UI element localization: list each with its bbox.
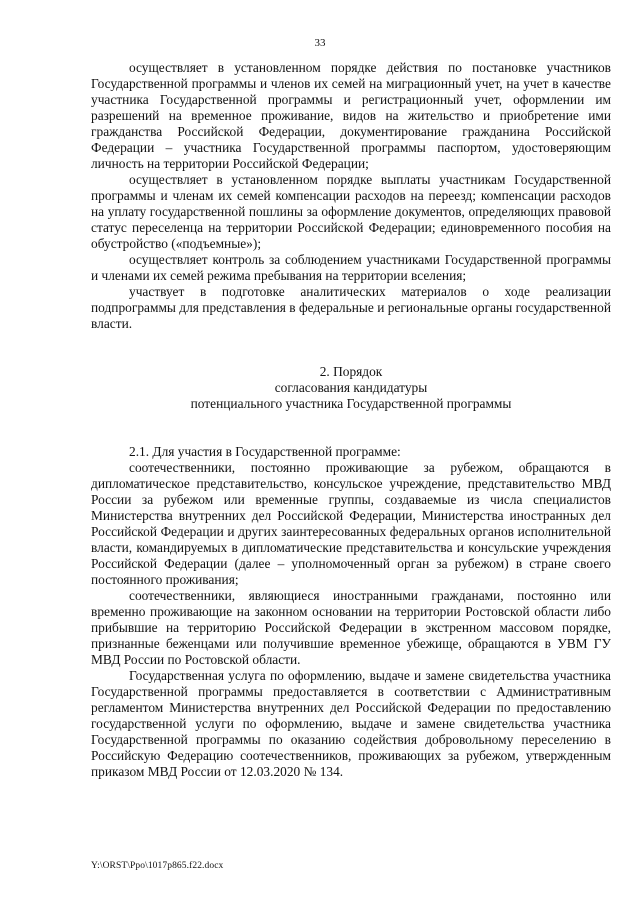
- paragraph: осуществляет в установленном порядке выплаты участникам Государственной программы и членам их семей компенсации расходов на переезд; компенсации расходов на уплату государственной пошлины за оформление документов, определяющих правовой статус переселенца на территории Российской Федерации; единовременного пособия на обустройство («подъемные»);: [91, 172, 611, 251]
- paragraph: осуществляет в установленном порядке действия по постановке участников Государственной программы и членов их семей на миграционный учет, на учет в качестве участника Государственной программы и регистрационный учет, оформлении им разрешений на временное проживание, видов на жительство и приобретение ими гражданства Российской Федерации, документирование гражданина Российской Федерации – участника Государственной программы паспортом, удостоверяющим личность на территории Российской Федерации;: [91, 60, 611, 171]
- paragraph: 2.1. Для участия в Государственной программе:: [129, 444, 401, 459]
- section-heading-line: согласования кандидатуры: [274, 380, 428, 395]
- page-number: 33: [314, 37, 326, 49]
- paragraph: Государственная услуга по оформлению, выдаче и замене свидетельства участника Государственной программы предоставляется в соответствии с Административным регламентом Министерства внутренних дел Российской Федерации по предоставлению государственной услуги по оформлению, выдаче и замене свидетельства участника Государственной программы по оказанию содействия добровольному переселению в Российскую Федерацию соотечественников, проживающих за рубежом, утвержденным приказом МВД России от 12.03.2020 № 134.: [91, 668, 611, 779]
- document-body: [91, 60, 611, 780]
- paragraph: соотечественники, постоянно проживающие за рубежом, обращаются в дипломатическое представительство, консульское учреждение, представительство МВД России за рубежом или временные группы, создаваемые из числа специалистов Министерства внутренних дел Российской Федерации, Министерства иностранных дел Российской Федерации и других заинтересованных федеральных органов исполнительной власти, командируемых в дипломатические представительства и консульские учреждения Российской Федерации (далее – уполномоченный орган за рубежом) в стране своего постоянного проживания;: [91, 460, 611, 587]
- footer-file-path: Y:\ORST\Ppo\1017p865.f22.docx: [91, 861, 224, 871]
- section-heading-line: 2. Порядок: [319, 364, 383, 379]
- paragraph: осуществляет контроль за соблюдением участниками Государственной программы и членами их семей режима пребывания на территории вселения;: [91, 252, 611, 283]
- paragraph: соотечественники, являющиеся иностранными гражданами, постоянно или временно проживающие на законном основании на территории Ростовской области либо прибывшие на территорию Российской Федерации в экстренном массовом порядке, признанные беженцами или получившие временное убежище, обращаются в УВМ ГУ МВД России по Ростовской области.: [91, 588, 611, 667]
- section-heading: [91, 364, 611, 412]
- paragraph: участвует в подготовке аналитических материалов о ходе реализации подпрограммы для представления в федеральные и региональные органы государственной власти.: [91, 284, 611, 331]
- section-heading-line: потенциального участника Государственной программы: [190, 396, 512, 411]
